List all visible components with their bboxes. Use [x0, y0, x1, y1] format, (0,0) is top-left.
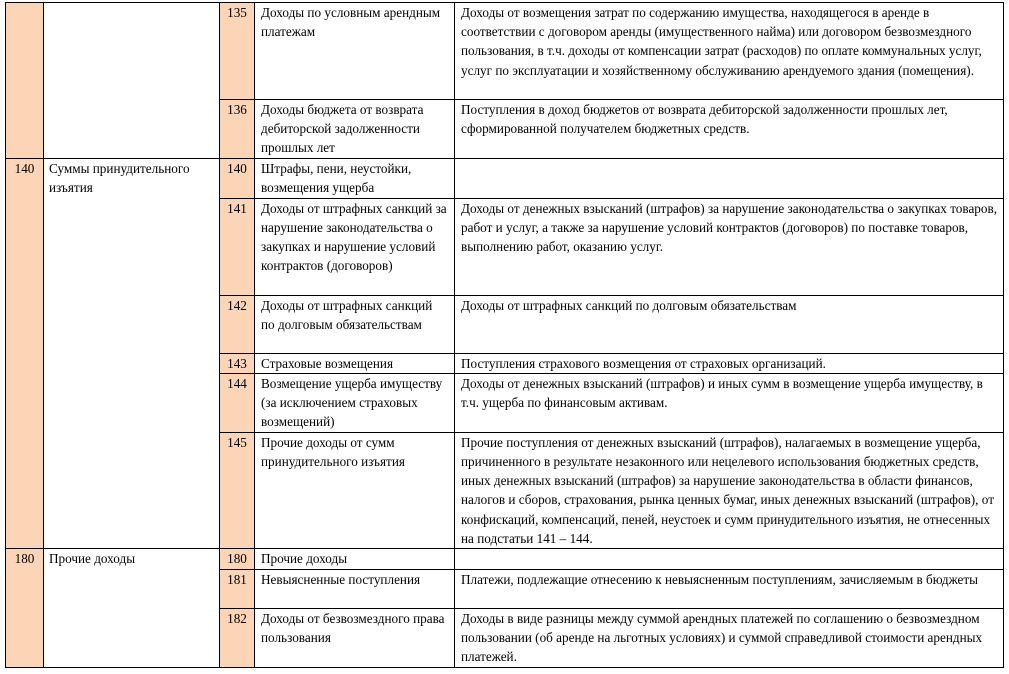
subarticle-code: 181 — [220, 570, 255, 609]
subarticle-description: Доходы от денежных взысканий (штрафов) за нарушение законодательства о закупках товаров, работ и услуг, а также за нарушение условий контрактов (договоров) по поставке товаров, выполнению работ, оказанию услуг. — [455, 198, 1004, 295]
subarticle-description: Доходы от возмещения затрат по содержанию имущества, находящегося в аренде в соответствии с договором аренды (имущественного найма) или договором безвозмездного пользования, в т.ч. доходы от компенсации затрат (расходов) по оплате коммунальных услуг, услуг по эксплуатации и хозяйственному обслуживанию арендуемого здания (помещения). — [455, 3, 1004, 100]
group-name: Прочие доходы — [44, 549, 220, 668]
subarticle-name: Доходы от штрафных санкций по долговым обязательствам — [255, 295, 455, 353]
kosgu-table — [5, 2, 1004, 668]
group-name: Суммы принудительного изъятия — [44, 158, 220, 548]
subarticle-code: 180 — [220, 549, 255, 570]
group-code: 180 — [6, 549, 44, 668]
subarticle-name: Страховые возмещения — [255, 353, 455, 373]
subarticle-description: Платежи, подлежащие отнесению к невыясненным поступлениям, зачисляемым в бюджеты — [455, 570, 1004, 609]
subarticle-description: Доходы от штрафных санкций по долговым обязательствам — [455, 295, 1004, 353]
table-row — [6, 158, 1004, 198]
subarticle-name: Прочие доходы — [255, 549, 455, 570]
table-row — [6, 549, 1004, 570]
subarticle-code: 145 — [220, 432, 255, 548]
subarticle-description — [455, 549, 1004, 570]
subarticle-name: Доходы бюджета от возврата дебиторской задолженности прошлых лет — [255, 100, 455, 159]
group-code: 140 — [6, 158, 44, 548]
group-name — [44, 3, 220, 159]
subarticle-description — [455, 158, 1004, 198]
subarticle-name: Доходы по условным арендным платежам — [255, 3, 455, 100]
subarticle-name: Доходы от безвозмездного права пользования — [255, 609, 455, 668]
subarticle-code: 135 — [220, 3, 255, 100]
subarticle-description: Доходы от денежных взысканий (штрафов) и иных сумм в возмещение ущерба имуществу, в т.ч. ущерба по финансовым активам. — [455, 373, 1004, 432]
subarticle-description: Прочие поступления от денежных взысканий (штрафов), налагаемых в возмещение ущерба, причиненного в результате незаконного или нецелевого использования бюджетных средств, иных денежных взысканий (штрафов) за нарушение законодательства в области финансов, налогов и сборов, страхования, рынка ценных бумаг, иных денежных взысканий (штрафов), от конфискаций, компенсаций, пеней, неустоек и сумм принудительного изъятия, не отнесенных на подстатьи 141 – 144. — [455, 432, 1004, 548]
subarticle-code: 140 — [220, 158, 255, 198]
table-row — [6, 3, 1004, 100]
subarticle-description: Поступления страхового возмещения от страховых организаций. — [455, 353, 1004, 373]
subarticle-code: 141 — [220, 198, 255, 295]
subarticle-name: Доходы от штрафных санкций за нарушение законодательства о закупках и нарушение условий контрактов (договоров) — [255, 198, 455, 295]
subarticle-code: 144 — [220, 373, 255, 432]
group-code — [6, 3, 44, 159]
subarticle-name: Прочие доходы от сумм принудительного изъятия — [255, 432, 455, 548]
subarticle-name: Невыясненные поступления — [255, 570, 455, 609]
subarticle-name: Штрафы, пени, неустойки, возмещения ущерба — [255, 158, 455, 198]
subarticle-name: Возмещение ущерба имуществу (за исключением страховых возмещений) — [255, 373, 455, 432]
subarticle-code: 143 — [220, 353, 255, 373]
subarticle-code: 182 — [220, 609, 255, 668]
subarticle-code: 142 — [220, 295, 255, 353]
subarticle-code: 136 — [220, 100, 255, 159]
subarticle-description: Доходы в виде разницы между суммой арендных платежей по соглашению о безвозмездном пользовании (об аренде на льготных условиях) и суммой справедливой стоимости арендных платежей. — [455, 609, 1004, 668]
subarticle-description: Поступления в доход бюджетов от возврата дебиторской задолженности прошлых лет, сформированной получателем бюджетных средств. — [455, 100, 1004, 159]
